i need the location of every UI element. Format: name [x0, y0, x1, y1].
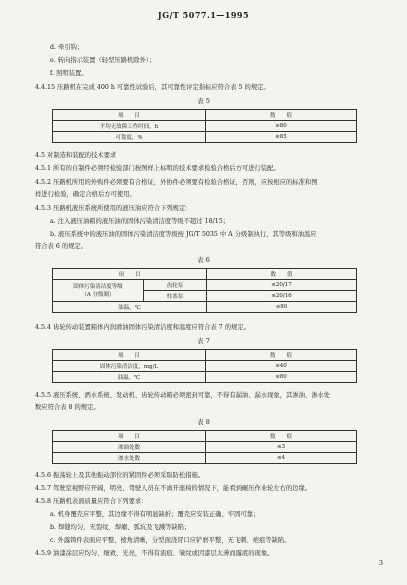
table-cell: ≤80 [206, 372, 357, 383]
page-number: 3 [378, 559, 383, 567]
table-cell: ≤20/17 [207, 280, 357, 291]
table-5 [52, 109, 357, 143]
table-header-cell: 项 目 [53, 431, 206, 442]
table-row [53, 302, 357, 313]
table-header-row [53, 269, 357, 280]
clause-4-5-4: 4.5.4 齿轮传动装置箱体内润滑油固体污染清洁度和温度应符合表 7 的规定。 [35, 324, 250, 331]
section-4-5-heading: 4.5 对制造和装配的技术要求 [35, 152, 117, 159]
table-cell: ≥80 [206, 121, 357, 132]
table5-caption: 表 5 [197, 97, 210, 105]
clause-4-4-15: 4.4.15 压路机在完成 400 h 可靠性试验后，其可靠性评定指标应符合表 5 的规定。 [35, 84, 270, 91]
table-cell: ≤20/16 [207, 291, 357, 302]
table-cell: ≤80 [207, 302, 357, 313]
table-cell: 油温，℃ [53, 302, 207, 313]
table-header-cell: 项 目 [53, 110, 206, 121]
group-label-line: （A 分级制） [81, 291, 115, 298]
table-cell: ≤3 [206, 442, 357, 453]
clause-4-5-1: 4.5.1 所有的自制件必须经检验部门按图样上标明的技术要求检验合格后方可进行装配。 [35, 165, 280, 172]
group-label-line: 固体污染清洁度等级 [73, 283, 123, 290]
table-header-cell: 数 值 [206, 110, 357, 121]
clause-4-5-5-cont: 数应符合表 8 的规定。 [35, 404, 100, 411]
table-row [53, 132, 357, 143]
table-cell: 齿轮泵 [144, 280, 207, 291]
clause-4-5-8-b: b. 焊缝均匀，无裂纹、焊瘤、弧坑及飞溅等缺陷； [50, 524, 191, 531]
table-7 [52, 349, 357, 383]
table8-caption: 表 8 [197, 418, 210, 426]
clause-4-5-3: 4.5.3 压路机液压系统所使用的液压油应符合下列规定： [35, 205, 192, 212]
table-header-row [53, 110, 357, 121]
table-6 [52, 268, 357, 313]
clause-4-5-9: 4.5.9 油漆涂层应均匀、细致、光亮，不得有流痕、皱纹或因漆层太薄而露底的现象。 [35, 550, 274, 557]
table-row [53, 361, 357, 372]
clause-4-5-8-c: c. 外露铸件表面应平整，棱角清晰，分型面浇冒口应铲磨平整，无飞刺、疤痕等缺陷。 [50, 537, 291, 544]
table-header-cell: 数 值 [206, 431, 357, 442]
list-item-e: e. 转向指示装置（轻型压路机除外）； [50, 57, 156, 64]
clause-4-5-3-b: b. 液压系统中的液压油的固体污染清洁度等级按 JG/T 5035 中 A 分级制执行，其等级和油温应 [50, 231, 317, 238]
list-item-d: d. 牵引钩； [50, 44, 84, 51]
clause-4-5-5: 4.5.5 液压系统、洒水系统、发动机、齿轮传动箱必须密封可靠，不得有漏油、漏水现象，其渗油、渗水处 [35, 392, 331, 399]
table-cell: ≤40 [206, 361, 357, 372]
table6-caption: 表 6 [197, 256, 210, 264]
table-header-cell: 项 目 [53, 269, 207, 280]
table-row [53, 280, 357, 291]
table-cell: 柱塞泵 [144, 291, 207, 302]
table-group-cell [53, 280, 144, 302]
table-cell: 油温，℃ [53, 372, 206, 383]
clause-4-5-3-a: a. 注入液压油箱的液压油的固体污染清洁度等级不超过 18/15； [50, 218, 230, 225]
table-8 [52, 430, 357, 464]
clause-4-5-7: 4.5.7 驾驶室视野应开阔，明亮，驾驶人员在不离开座椅的情况下，能看到碾压作业轮左右的边缘。 [35, 485, 312, 492]
table-row [53, 372, 357, 383]
clause-4-5-2: 4.5.2 压路机所用的外购件必须要有合格证，外协件必须要有检验合格证，否则，应按相应的标准和图 [35, 179, 318, 186]
table-cell: 渗水处数 [53, 453, 206, 464]
table7-caption: 表 7 [197, 337, 210, 345]
table-row [53, 442, 357, 453]
clause-4-5-3-b-cont: 符合表 6 的规定。 [35, 243, 88, 250]
clause-4-5-8-a: a. 机身覆壳应平整，其边缘不得有明显缺折；覆壳应安装正确、牢固可靠； [50, 511, 260, 518]
table-row [53, 121, 357, 132]
table-cell: 可靠度，% [53, 132, 206, 143]
clause-4-5-2-cont: 样进行检验，确定合格后方可使用。 [35, 191, 136, 198]
table-header-cell: 数 值 [206, 350, 357, 361]
table-header-cell: 项 目 [53, 350, 206, 361]
table-cell: 固体污染清洁度，mg/L [53, 361, 206, 372]
table-cell: ≤4 [206, 453, 357, 464]
clause-4-5-8: 4.5.8 压路机表面质量应符合下列要求： [35, 498, 148, 505]
list-item-f: f. 照明装置。 [50, 70, 88, 77]
table-row [53, 453, 357, 464]
table-cell: 渗油处数 [53, 442, 206, 453]
table-cell: 平均无故障工作时间，h [53, 121, 206, 132]
table-header-cell: 数 值 [207, 269, 357, 280]
clause-4-5-6: 4.5.6 振荡轮上及其他振动部位的紧固件必须采取防松措施。 [35, 472, 205, 479]
standard-header: JG/T 5077.1—1995 [157, 10, 250, 20]
table-cell: ≥85 [206, 132, 357, 143]
table-header-row [53, 431, 357, 442]
table-header-row [53, 350, 357, 361]
